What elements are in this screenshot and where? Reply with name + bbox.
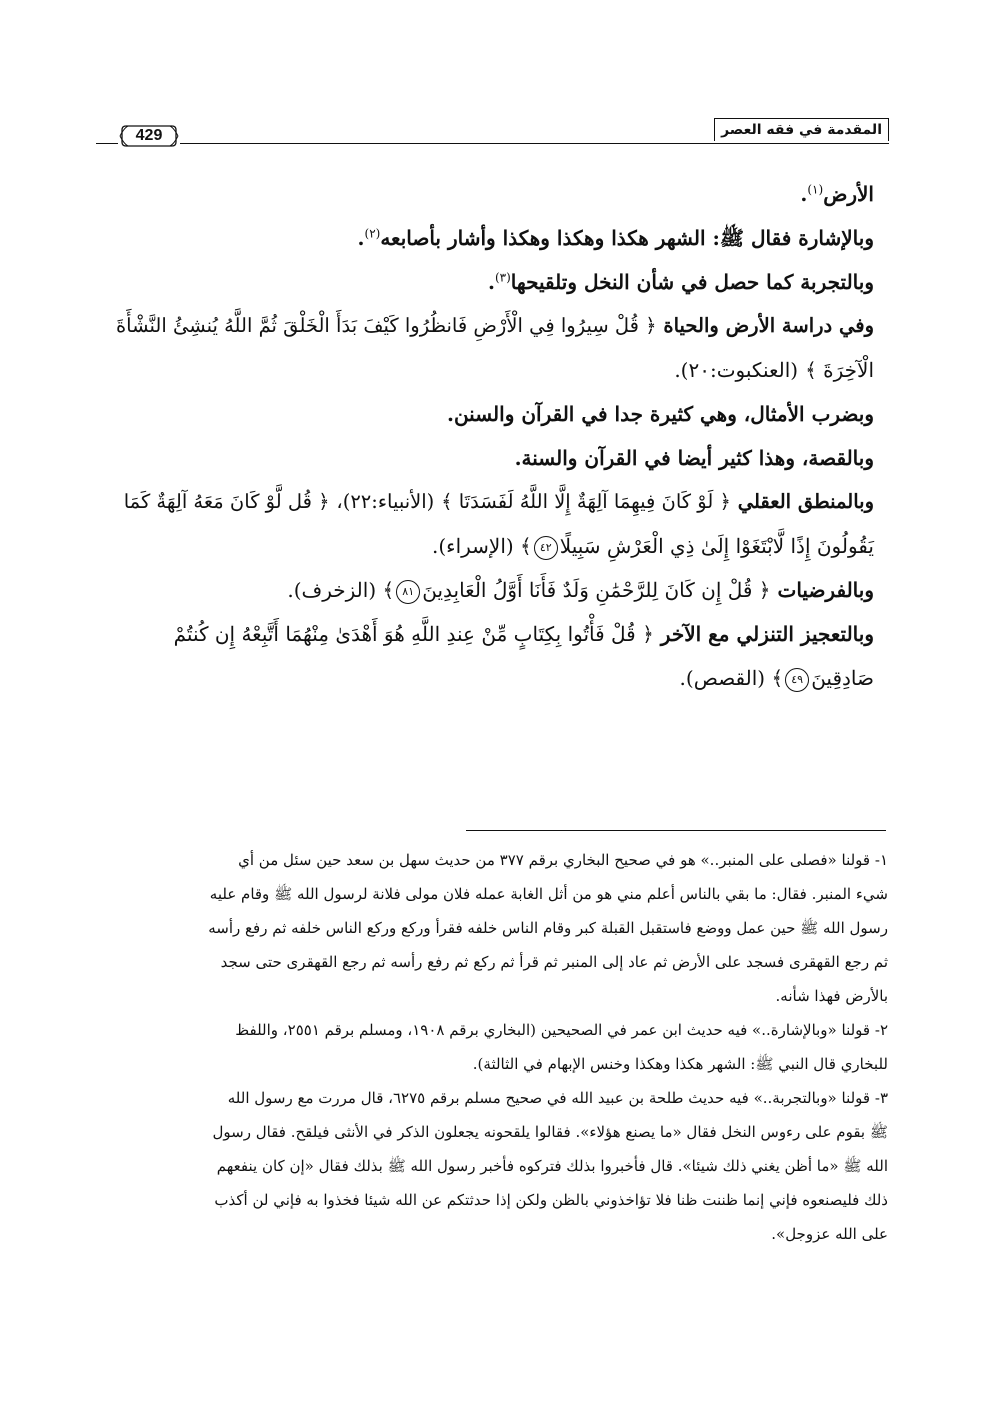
main-body — [106, 172, 874, 700]
body-line-11: وبالتعجيز التنزلي مع الآخر ﴿ قُلْ فَأْتُوا بِكِتَابٍ مِّنْ عِندِ اللَّهِ هُوَ أَهْدَىٰ مِنْهُمَا أَتَّبِعْهُ إِن كُنتُمْ — [173, 622, 874, 646]
page-number — [118, 122, 180, 150]
footnotes — [96, 844, 888, 1252]
body-line-12 — [106, 656, 874, 700]
footnote-line: ذلك فليصنعوه فإني إنما ظننت ظنا فلا تؤاخذوني بالظن ولكن إذا حدثتكم عن الله شيئا فخذوا به فإني لن أكذب — [214, 1191, 888, 1209]
footnote-line: ١- قولنا «فصلى على المنبر..» هو في صحيح البخاري برقم ٣٧٧ من حديث سهل بن سعد حين سئل من أي — [238, 851, 888, 869]
body-line-5 — [106, 348, 874, 392]
quran-verse: يَقُولُونَ إِذًا لَّابْتَغَوْا إِلَىٰ ذِي الْعَرْشِ سَبِيلًا — [559, 534, 874, 558]
surah-reference: ﴾ (القصص). — [679, 666, 784, 690]
book-title-text: المقدمة في فقه العصر — [721, 122, 882, 138]
quran-verse: صَادِقِينَ — [811, 666, 874, 690]
body-line-6: وبضرب الأمثال، وهي كثيرة جدا في القرآن والسنن. — [446, 402, 874, 426]
footnote-line: ٣- قولنا «وبالتجربة..» فيه حديث طلحة بن عبيد الله في صحيح مسلم برقم ٦٢٧٥، قال مررت مع رسول الله — [227, 1089, 888, 1107]
footnote-line: شيء المنبر. فقال: ما بقي بالناس أعلم مني هو من أثل الغابة عمله فلان مولى فلانة لرسول الله ﷺ وقام عليه — [209, 885, 888, 903]
footnote-line: ثم رجع القهقرى فسجد على الأرض ثم عاد إلى المنبر ثم قرأ ثم ركع ثم رفع رأسه ثم رجع القهقرى حتى سجد — [220, 953, 888, 971]
quran-verse: ﴿ قُلْ سِيرُوا فِي الْأَرْضِ فَانظُرُوا كَيْفَ بَدَأَ الْخَلْقَ ثُمَّ اللَّهُ يُنشِئُ النَّشْأَةَ — [115, 314, 657, 337]
quran-verse: ﴿ لَوْ كَانَ فِيهِمَا آلِهَةٌ إِلَّا اللَّهُ لَفَسَدَتَا ﴾ — [441, 490, 731, 513]
quran-verse: ﴿ قُلْ إِن كَانَ لِلرَّحْمَٰنِ وَلَدٌ فَأَنَا أَوَّلُ الْعَابِدِينَ — [422, 578, 771, 602]
body-line-7: وبالقصة، وهذا كثير أيضا في القرآن والسنة. — [514, 446, 874, 470]
body-line-3: وبالتجربة كما حصل في شأن النخل وتلقيحها$^{(٣)}$. — [487, 270, 874, 294]
footnote-ref-2[interactable]: (٢) — [364, 226, 381, 241]
body-line-10: وبالفرضيات ﴿ قُلْ إِن كَانَ لِلرَّحْمَٰنِ وَلَدٌ فَأَنَا أَوَّلُ الْعَابِدِينَ٨١﴾ (الزخرف). — [287, 578, 874, 602]
surah-reference: ﴾ (الإسراء). — [432, 534, 532, 558]
body-line-4: وفي دراسة الأرض والحياة ﴿ قُلْ سِيرُوا فِي الْأَرْضِ فَانظُرُوا كَيْفَ بَدَأَ الْخَلْقَ ثُمَّ اللَّهُ يُنشِئُ النَّشْأَةَ — [115, 314, 874, 337]
footnote-line: ﷺ بقوم على رءوس النخل فقال «ما يصنع هؤلاء». فقالوا يلقحونه يجعلون الذكر في الأنثى فيلقح. فقال رسول — [212, 1123, 888, 1141]
footnote-ref-1[interactable]: (١) — [807, 182, 824, 197]
ayah-number-marker: ٤٩ — [785, 668, 809, 692]
footnote-line: رسول الله ﷺ حين عمل ووضع فاستقبل القبلة كبر وقام الناس خلفه فقرأ وركع وركع الناس خلفه ثم رفع رأسه — [208, 919, 888, 937]
body-line-9 — [106, 524, 874, 568]
surah-reference: (العنكبوت:٢٠). — [674, 358, 799, 382]
surah-reference: (الأنبياء:٢٢)، — [336, 490, 435, 513]
quran-verse: الْآخِرَةَ ﴾ — [805, 358, 874, 382]
surah-reference: ﴾ (الزخرف). — [287, 578, 395, 602]
body-line-1: الأرض$^{(١)}$. — [800, 182, 874, 206]
book-title — [714, 118, 889, 141]
footnote-separator — [466, 830, 886, 831]
ayah-number-marker: ٤٢ — [534, 536, 558, 560]
page-number-text: 429 — [135, 127, 163, 144]
body-line-2: وبالإشارة فقال ﷺ: الشهر هكذا وهكذا وهكذا وأشار بأصابعه$^{(٢)}$. — [357, 226, 874, 250]
footnote-line: للبخاري قال النبي ﷺ: الشهر هكذا وهكذا وخنس الإبهام في الثالثة). — [472, 1055, 888, 1073]
footnote-line: بالأرض فهذا شأنه. — [775, 987, 888, 1005]
quran-verse: ﴿ قُل لَّوْ كَانَ مَعَهُ آلِهَةٌ كَمَا — [123, 490, 330, 513]
body-line-8: وبالمنطق العقلي ﴿ لَوْ كَانَ فِيهِمَا آلِهَةٌ إِلَّا اللَّهُ لَفَسَدَتَا ﴾ (الأنبياء:٢٢)، ﴿ قُل لَّوْ كَانَ مَعَهُ آلِهَةٌ كَمَا — [123, 490, 874, 513]
quran-verse: ﴿ قُلْ فَأْتُوا بِكِتَابٍ مِّنْ عِندِ اللَّهِ هُوَ أَهْدَىٰ مِنْهُمَا أَتَّبِعْهُ إِن كُنتُمْ — [173, 622, 654, 646]
ayah-number-marker: ٨١ — [396, 580, 420, 604]
footnote-line: ٢- قولنا «وبالإشارة..» فيه حديث ابن عمر في الصحيحين (البخاري برقم ١٩٠٨، ومسلم برقم ٢٥٥١، واللفظ — [235, 1021, 888, 1039]
footnote-line: على الله عزوجل». — [771, 1225, 888, 1243]
footnote-line: الله ﷺ «ما أظن يغني ذلك شيئا». قال فأخبروا بذلك فتركوه فأخبر رسول الله ﷺ بذلك فقال «إن كان ينفعهم — [216, 1157, 888, 1175]
footnote-ref-3[interactable]: (٣) — [494, 270, 511, 285]
header-rule — [96, 143, 889, 144]
